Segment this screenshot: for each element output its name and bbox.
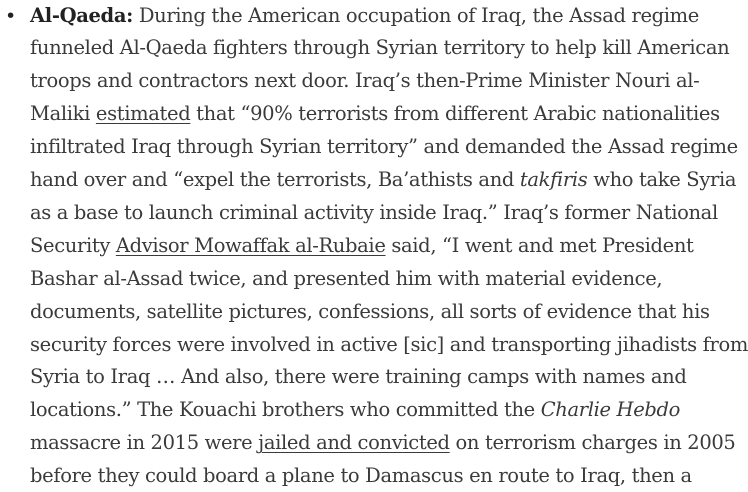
text-run: as a base to launch criminal activity inside Iraq.” Iraq’s former National [30, 200, 718, 224]
text-line [30, 163, 736, 196]
text-line [30, 0, 699, 32]
lead-label: Al-Qaeda: [30, 3, 133, 27]
text-run: hand over and “expel the terrorists, Ba’athists and [30, 168, 520, 191]
text-run: infiltrated Iraq through Syrian territory” and demanded the Assad regime [30, 135, 738, 159]
text-run: Bashar al-Assad twice, and presented him with material evidence, [30, 266, 663, 290]
link-estimated[interactable]: estimated [95, 102, 191, 126]
text-line [30, 31, 729, 64]
text-run: During the American occupation of Iraq, the Assad regime [132, 3, 699, 27]
text-run: funneled Al-Qaeda fighters through Syrian territory to help kill American [30, 36, 730, 60]
link-jailed-and-convicted[interactable]: jailed and convicted [258, 431, 450, 455]
text-run: massacre in 2015 were [30, 431, 259, 455]
text-run: Syria to Iraq … And also, there were training camps with names and [30, 365, 687, 389]
text-run: said, “I went and met President [385, 233, 694, 257]
text-line [30, 295, 710, 328]
text-run: troops and contractors next door. Iraq’s then-Prime Minister Nouri al- [30, 69, 700, 93]
text-run: who take Syria [587, 168, 737, 191]
text-line [30, 97, 720, 130]
text-run: on terrorism charges in 2005 [449, 431, 736, 455]
text-line [30, 229, 694, 262]
text-line [30, 459, 692, 492]
text-line [30, 426, 736, 459]
text-run: that “90% terrorists from different Arabic nationalities [190, 102, 720, 126]
text-line [30, 328, 748, 361]
text-line [30, 196, 718, 229]
text-line [30, 130, 738, 163]
text-run: Security [30, 233, 116, 257]
text-run: security forces were involved in active [sic] and transporting jihadists from [30, 332, 748, 356]
text-run: documents, satellite pictures, confessions, all sorts of evidence that his [30, 299, 710, 323]
text-run: locations.” The Kouachi brothers who committed the [30, 398, 541, 422]
text-line [30, 393, 680, 426]
italic-text: Charlie Hebdo [540, 398, 681, 422]
text-line [30, 262, 662, 295]
italic-text: takfiris [519, 168, 588, 191]
bullet-marker: • [5, 5, 17, 27]
text-line [30, 64, 699, 97]
text-line [30, 360, 686, 393]
text-run: before they could board a plane to Damascus en route to Iraq, then a [30, 464, 692, 488]
link-advisor-mowaffak-al-rubaie[interactable]: Advisor Mowaffak al-Rubaie [115, 233, 386, 257]
text-run: Maliki [30, 102, 96, 126]
